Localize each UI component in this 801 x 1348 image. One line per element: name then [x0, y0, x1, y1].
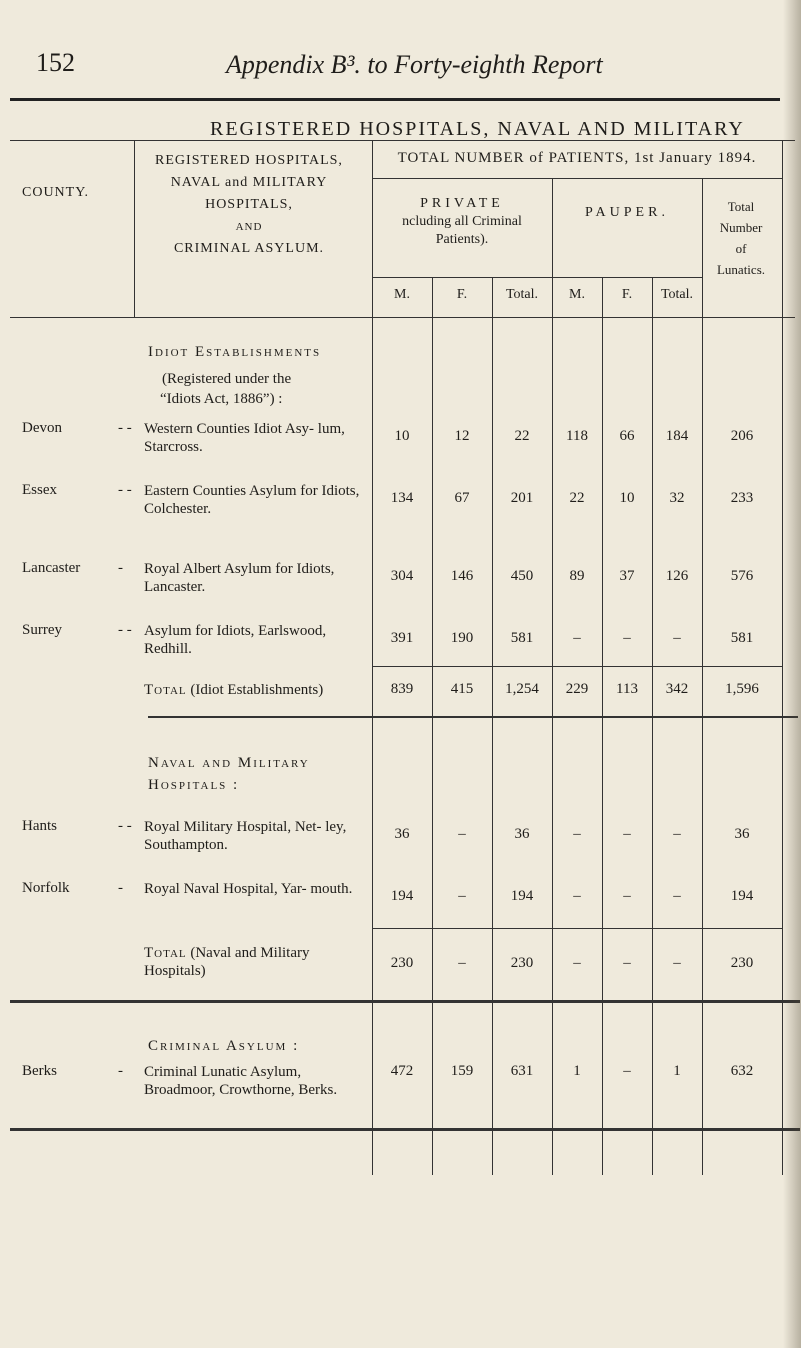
- sub-header-private-f: F.: [456, 287, 468, 302]
- total-label-rest: (Naval and Military Hospitals): [144, 945, 310, 979]
- sub-header-private-total: Total.: [505, 287, 539, 302]
- running-head: Appendix B³. to Forty-eighth Report: [226, 50, 603, 79]
- subtotal-rule: [372, 666, 782, 667]
- total-value: 1,254: [505, 681, 539, 697]
- total-value: 230: [390, 955, 414, 971]
- column-rule: [492, 277, 493, 1175]
- cell-value: 10: [394, 428, 410, 444]
- header-lunatics-line: of: [735, 241, 747, 256]
- institution-name: Eastern Counties Asylum for Idiots, Colchester.: [144, 483, 360, 517]
- institution-name: Western Counties Idiot Asy- lum, Starcross.: [144, 421, 345, 455]
- column-rule: [602, 277, 603, 1175]
- county-name: Devon: [22, 420, 62, 436]
- group-rule: [10, 1000, 800, 1003]
- header-institution-line: AND: [235, 221, 263, 233]
- top-rule: [10, 98, 780, 101]
- cell-value: 66: [619, 428, 635, 444]
- total-value: –: [673, 955, 681, 971]
- cell-value: 32: [669, 490, 685, 506]
- header-private-line: ncluding all Criminal: [402, 214, 522, 229]
- group-total-label: [144, 944, 366, 980]
- header-institution-line: NAVAL and MILITARY: [170, 175, 328, 190]
- sub-header-pauper-m: M.: [569, 287, 585, 302]
- header-private: [372, 195, 552, 249]
- column-rule: [702, 178, 703, 1175]
- cell-value: 89: [569, 568, 585, 584]
- group-total-label: [144, 681, 372, 699]
- county-name: Essex: [22, 482, 57, 498]
- county-name: Lancaster: [22, 560, 81, 576]
- group-title: Naval and Military: [148, 755, 310, 771]
- cell-value: 10: [619, 490, 635, 506]
- cell-value: 190: [450, 630, 474, 646]
- cell-value: 159: [450, 1063, 474, 1079]
- cell-value: 118: [566, 428, 588, 444]
- group-title: Criminal Asylum :: [148, 1038, 300, 1054]
- group-subtitle: Hospitals :: [148, 777, 240, 793]
- header-rule: [372, 178, 782, 179]
- total-label-sc: Total: [144, 945, 187, 961]
- cell-value: 22: [569, 490, 585, 506]
- county-name: Hants: [22, 818, 57, 834]
- cell-value: 1: [573, 1063, 581, 1079]
- column-rule: [432, 277, 433, 1175]
- sub-header-pauper-total: Total.: [660, 287, 694, 302]
- page-number: 152: [36, 48, 75, 77]
- cell-value: 146: [450, 568, 474, 584]
- county-name: Berks: [22, 1063, 57, 1079]
- total-value: –: [623, 955, 631, 971]
- county-name: Norfolk: [22, 880, 70, 896]
- total-value: 113: [616, 681, 638, 697]
- leader-dash: - -: [118, 622, 132, 638]
- section-title: REGISTERED HOSPITALS, NAVAL AND MILITARY: [210, 118, 745, 140]
- cell-value: 450: [510, 568, 534, 584]
- header-lunatics-line: Total: [727, 199, 755, 214]
- header-institution-line: HOSPITALS,: [205, 197, 293, 212]
- county-name: Surrey: [22, 622, 62, 638]
- header-county: COUNTY.: [22, 185, 90, 200]
- leader-dash: - -: [118, 420, 132, 436]
- cell-value: –: [573, 888, 581, 904]
- leader-dash: -: [118, 1063, 123, 1079]
- cell-value: 1: [673, 1063, 681, 1079]
- total-value: 1,596: [725, 681, 759, 697]
- cell-value: –: [623, 888, 631, 904]
- cell-value: –: [623, 1063, 631, 1079]
- group-subtitle: “Idiots Act, 1886”) :: [160, 391, 283, 407]
- total-value: 342: [665, 681, 689, 697]
- header-lunatics-line: Lunatics.: [716, 262, 765, 277]
- cell-value: –: [673, 888, 681, 904]
- cell-value: –: [673, 630, 681, 646]
- total-value: 839: [390, 681, 414, 697]
- column-rule: [372, 140, 373, 1175]
- sub-header-pauper-f: F.: [621, 287, 633, 302]
- column-rule: [134, 140, 135, 318]
- total-value: 230: [510, 955, 534, 971]
- cell-value: –: [673, 826, 681, 842]
- leader-dash: - -: [118, 818, 132, 834]
- total-value: –: [458, 955, 466, 971]
- cell-value: 632: [730, 1063, 754, 1079]
- total-value: –: [573, 955, 581, 971]
- group-rule: [148, 716, 798, 718]
- column-rule: [552, 178, 553, 1175]
- total-value: 229: [565, 681, 589, 697]
- cell-value: 67: [454, 490, 470, 506]
- cell-value: 472: [390, 1063, 414, 1079]
- cell-value: 22: [514, 428, 530, 444]
- cell-value: –: [458, 826, 466, 842]
- group-subtitle: (Registered under the: [162, 371, 292, 387]
- header-total-title: TOTAL NUMBER of PATIENTS, 1st January 1894.: [397, 150, 757, 166]
- institution-name: Criminal Lunatic Asylum, Broadmoor, Crowthorne, Berks.: [144, 1064, 338, 1098]
- header-institution-line: REGISTERED HOSPITALS,: [155, 153, 343, 168]
- total-value: 230: [730, 955, 754, 971]
- cell-value: 391: [390, 630, 414, 646]
- cell-value: –: [623, 630, 631, 646]
- sub-header-private-m: M.: [394, 287, 410, 302]
- cell-value: 581: [510, 630, 534, 646]
- total-label-sc: Total: [144, 682, 187, 698]
- total-label-rest: (Idiot Establishments): [186, 682, 324, 698]
- leader-dash: - -: [118, 482, 132, 498]
- cell-value: –: [573, 826, 581, 842]
- cell-value: 126: [665, 568, 689, 584]
- cell-value: 37: [619, 568, 635, 584]
- cell-value: 134: [390, 490, 414, 506]
- cell-value: 194: [730, 888, 754, 904]
- header-private-line: PRIVATE: [420, 196, 504, 211]
- cell-value: 576: [730, 568, 754, 584]
- institution-name: Royal Albert Asylum for Idiots, Lancaster.: [144, 561, 335, 595]
- title-rule: [10, 140, 795, 141]
- cell-value: 184: [665, 428, 689, 444]
- cell-value: 233: [730, 490, 754, 506]
- cell-value: 194: [390, 888, 414, 904]
- header-lunatics-line: Number: [719, 220, 763, 235]
- header-bottom-rule: [10, 317, 795, 318]
- cell-value: –: [623, 826, 631, 842]
- header-institution-line: CRIMINAL ASYLUM.: [173, 241, 325, 256]
- cell-value: –: [458, 888, 466, 904]
- header-pauper: PAUPER.: [585, 205, 669, 220]
- cell-value: 36: [514, 826, 530, 842]
- institution-name: Royal Naval Hospital, Yar- mouth.: [144, 881, 353, 897]
- cell-value: 36: [394, 826, 410, 842]
- header-institution: [134, 150, 364, 260]
- cell-value: 12: [454, 428, 470, 444]
- cell-value: 631: [510, 1063, 534, 1079]
- cell-value: 581: [730, 630, 754, 646]
- institution-name: Royal Military Hospital, Net- ley, Southampton.: [144, 819, 347, 853]
- cell-value: 201: [510, 490, 534, 506]
- column-rule: [652, 277, 653, 1175]
- cell-value: 36: [734, 826, 750, 842]
- cell-value: 304: [390, 568, 414, 584]
- header-total-lunatics: [700, 196, 782, 280]
- leader-dash: -: [118, 560, 123, 576]
- bottom-rule: [10, 1128, 800, 1131]
- cell-value: 194: [510, 888, 534, 904]
- leader-dash: -: [118, 880, 123, 896]
- header-private-line: Patients).: [435, 232, 489, 247]
- subtotal-rule: [372, 928, 782, 929]
- group-title: Idiot Establishments: [148, 344, 322, 360]
- cell-value: 206: [730, 428, 754, 444]
- institution-name: Asylum for Idiots, Earlswood, Redhill.: [144, 623, 327, 657]
- page-edge-shadow: [783, 0, 801, 1348]
- total-value: 415: [450, 681, 474, 697]
- cell-value: –: [573, 630, 581, 646]
